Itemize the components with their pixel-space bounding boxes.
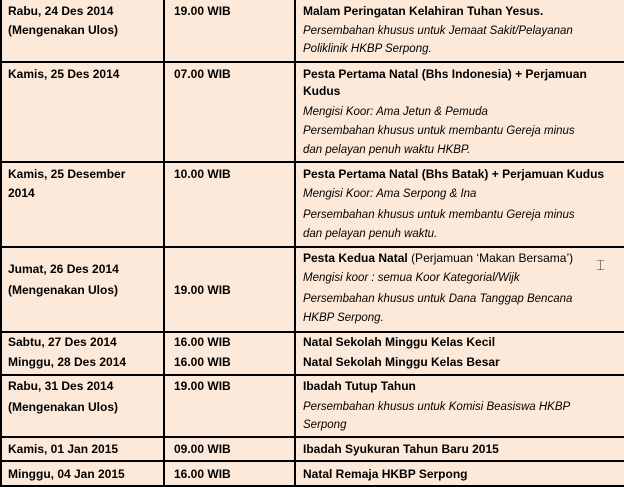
date-cell [0,332,162,374]
event-title-main: Pesta Kedua Natal [303,251,408,265]
time-cell [166,375,293,436]
table-row [0,63,624,161]
date-cell [0,247,162,331]
event-cell [297,332,624,374]
date-text: Minggu, 28 Des 2014 [8,355,127,369]
date-text: Jumat, 26 Des 2014 [8,262,119,276]
date-text: Kamis, 25 Des 2014 [8,67,120,81]
event-title: Ibadah Syukuran Tahun Baru 2015 [303,442,499,456]
column-divider [294,0,296,487]
table-row [0,162,624,246]
event-note: Mengisi Koor: Ama Jetun & Pemuda [303,106,488,118]
time-text: 09.00 WIB [174,442,231,456]
time-cell [166,162,293,246]
date-cell [0,0,162,62]
row-divider [0,246,624,248]
table-row [0,332,624,374]
date-cell [0,375,162,436]
time-cell [166,63,293,161]
note-line: Persembahan khusus untuk Komisi Beasiswa HKBP [303,401,571,413]
time-text: 07.00 WIB [174,67,231,81]
event-title: Natal Sekolah Minggu Kelas Besar [303,355,500,369]
event-title: Pesta Pertama Natal (Bhs Batak) + Perjamuan Kudus [303,167,605,181]
event-title-suffix: (Perjamuan ‘Makan Bersama’) [411,251,574,265]
event-cell [297,437,624,460]
text-cursor-icon: ⌶ [596,256,606,274]
event-note: Serpong [303,419,347,431]
event-title: Natal Remaja HKBP Serpong [303,467,468,481]
table-row [0,375,624,436]
event-note: Mengisi Koor: Ama Serpong & Ina [303,188,477,200]
note-line: Persembahan khusus untuk Jemaat Sakit/Pelayanan [303,25,573,37]
time-cell [166,437,293,460]
row-divider [0,161,624,163]
event-title: Pesta Pertama Natal (Bhs Indonesia) + Perjamuan [303,67,587,81]
event-note: Persembahan khusus untuk membantu Gereja minus [303,209,575,221]
table-border-bottom [0,485,624,487]
time-cell [166,461,293,485]
date-cell [0,437,162,460]
event-title [303,250,573,266]
column-divider [163,0,165,487]
dress-code-text: (Mengenakan Ulos) [8,283,119,297]
event-cell [297,461,624,485]
time-cell [166,0,293,62]
event-note: Persembahan khusus untuk Dana Tanggap Bencana [303,293,573,305]
row-divider [0,374,624,376]
table-border-left [0,0,2,487]
time-text: 19.00 WIB [174,379,231,393]
date-text: Rabu, 31 Des 2014 [8,379,114,393]
date-cell [0,162,162,246]
event-note: dan pelayan penuh waktu HKBP. [303,144,471,156]
event-note [303,399,615,415]
row-divider [0,331,624,333]
row-divider [0,61,624,63]
event-title: Natal Sekolah Minggu Kelas Kecil [303,335,496,349]
date-cell [0,63,162,161]
event-note [303,23,615,39]
table-row [0,247,624,331]
event-cell [297,162,624,246]
dress-code-text: (Mengenakan Ulos) [8,23,119,37]
event-note: Poliklinik HKBP Serpong. [303,43,432,55]
event-title: Ibadah Tutup Tahun [303,379,416,393]
date-text: Kamis, 01 Jan 2015 [8,442,119,456]
time-text: 16.00 WIB [174,355,231,369]
time-text: 16.00 WIB [174,335,231,349]
event-note: dan pelayan penuh waktu. [303,228,438,240]
table-row [0,0,624,62]
date-cell [0,461,162,485]
time-text: 16.00 WIB [174,467,231,481]
date-text: 2014 [8,186,35,200]
time-cell [166,332,293,374]
event-title: Malam Peringatan Kelahiran Tuhan Yesus. [303,4,544,18]
event-note: Persembahan khusus untuk membantu Gereja minus [303,125,575,137]
date-text: Kamis, 25 Desember [8,167,126,181]
event-cell [297,0,624,62]
table-row [0,437,624,460]
table-row [0,461,624,485]
event-title-continued: Kudus [303,84,341,98]
event-cell [297,375,624,436]
time-text: 10.00 WIB [174,167,231,181]
event-cell [297,247,624,331]
date-text: Sabtu, 27 Des 2014 [8,335,117,349]
time-text: 19.00 WIB [174,283,231,297]
date-text: Rabu, 24 Des 2014 [8,4,114,18]
event-note: Mengisi koor : semua Koor Kategorial/Wijk [303,272,520,284]
date-text: Minggu, 04 Jan 2015 [8,467,125,481]
time-text: 19.00 WIB [174,4,231,18]
time-cell [166,247,293,331]
row-divider [0,436,624,438]
event-cell [297,63,624,161]
dress-code-text: (Mengenakan Ulos) [8,400,119,414]
row-divider [0,460,624,462]
event-note: HKBP Serpong. [303,312,384,324]
